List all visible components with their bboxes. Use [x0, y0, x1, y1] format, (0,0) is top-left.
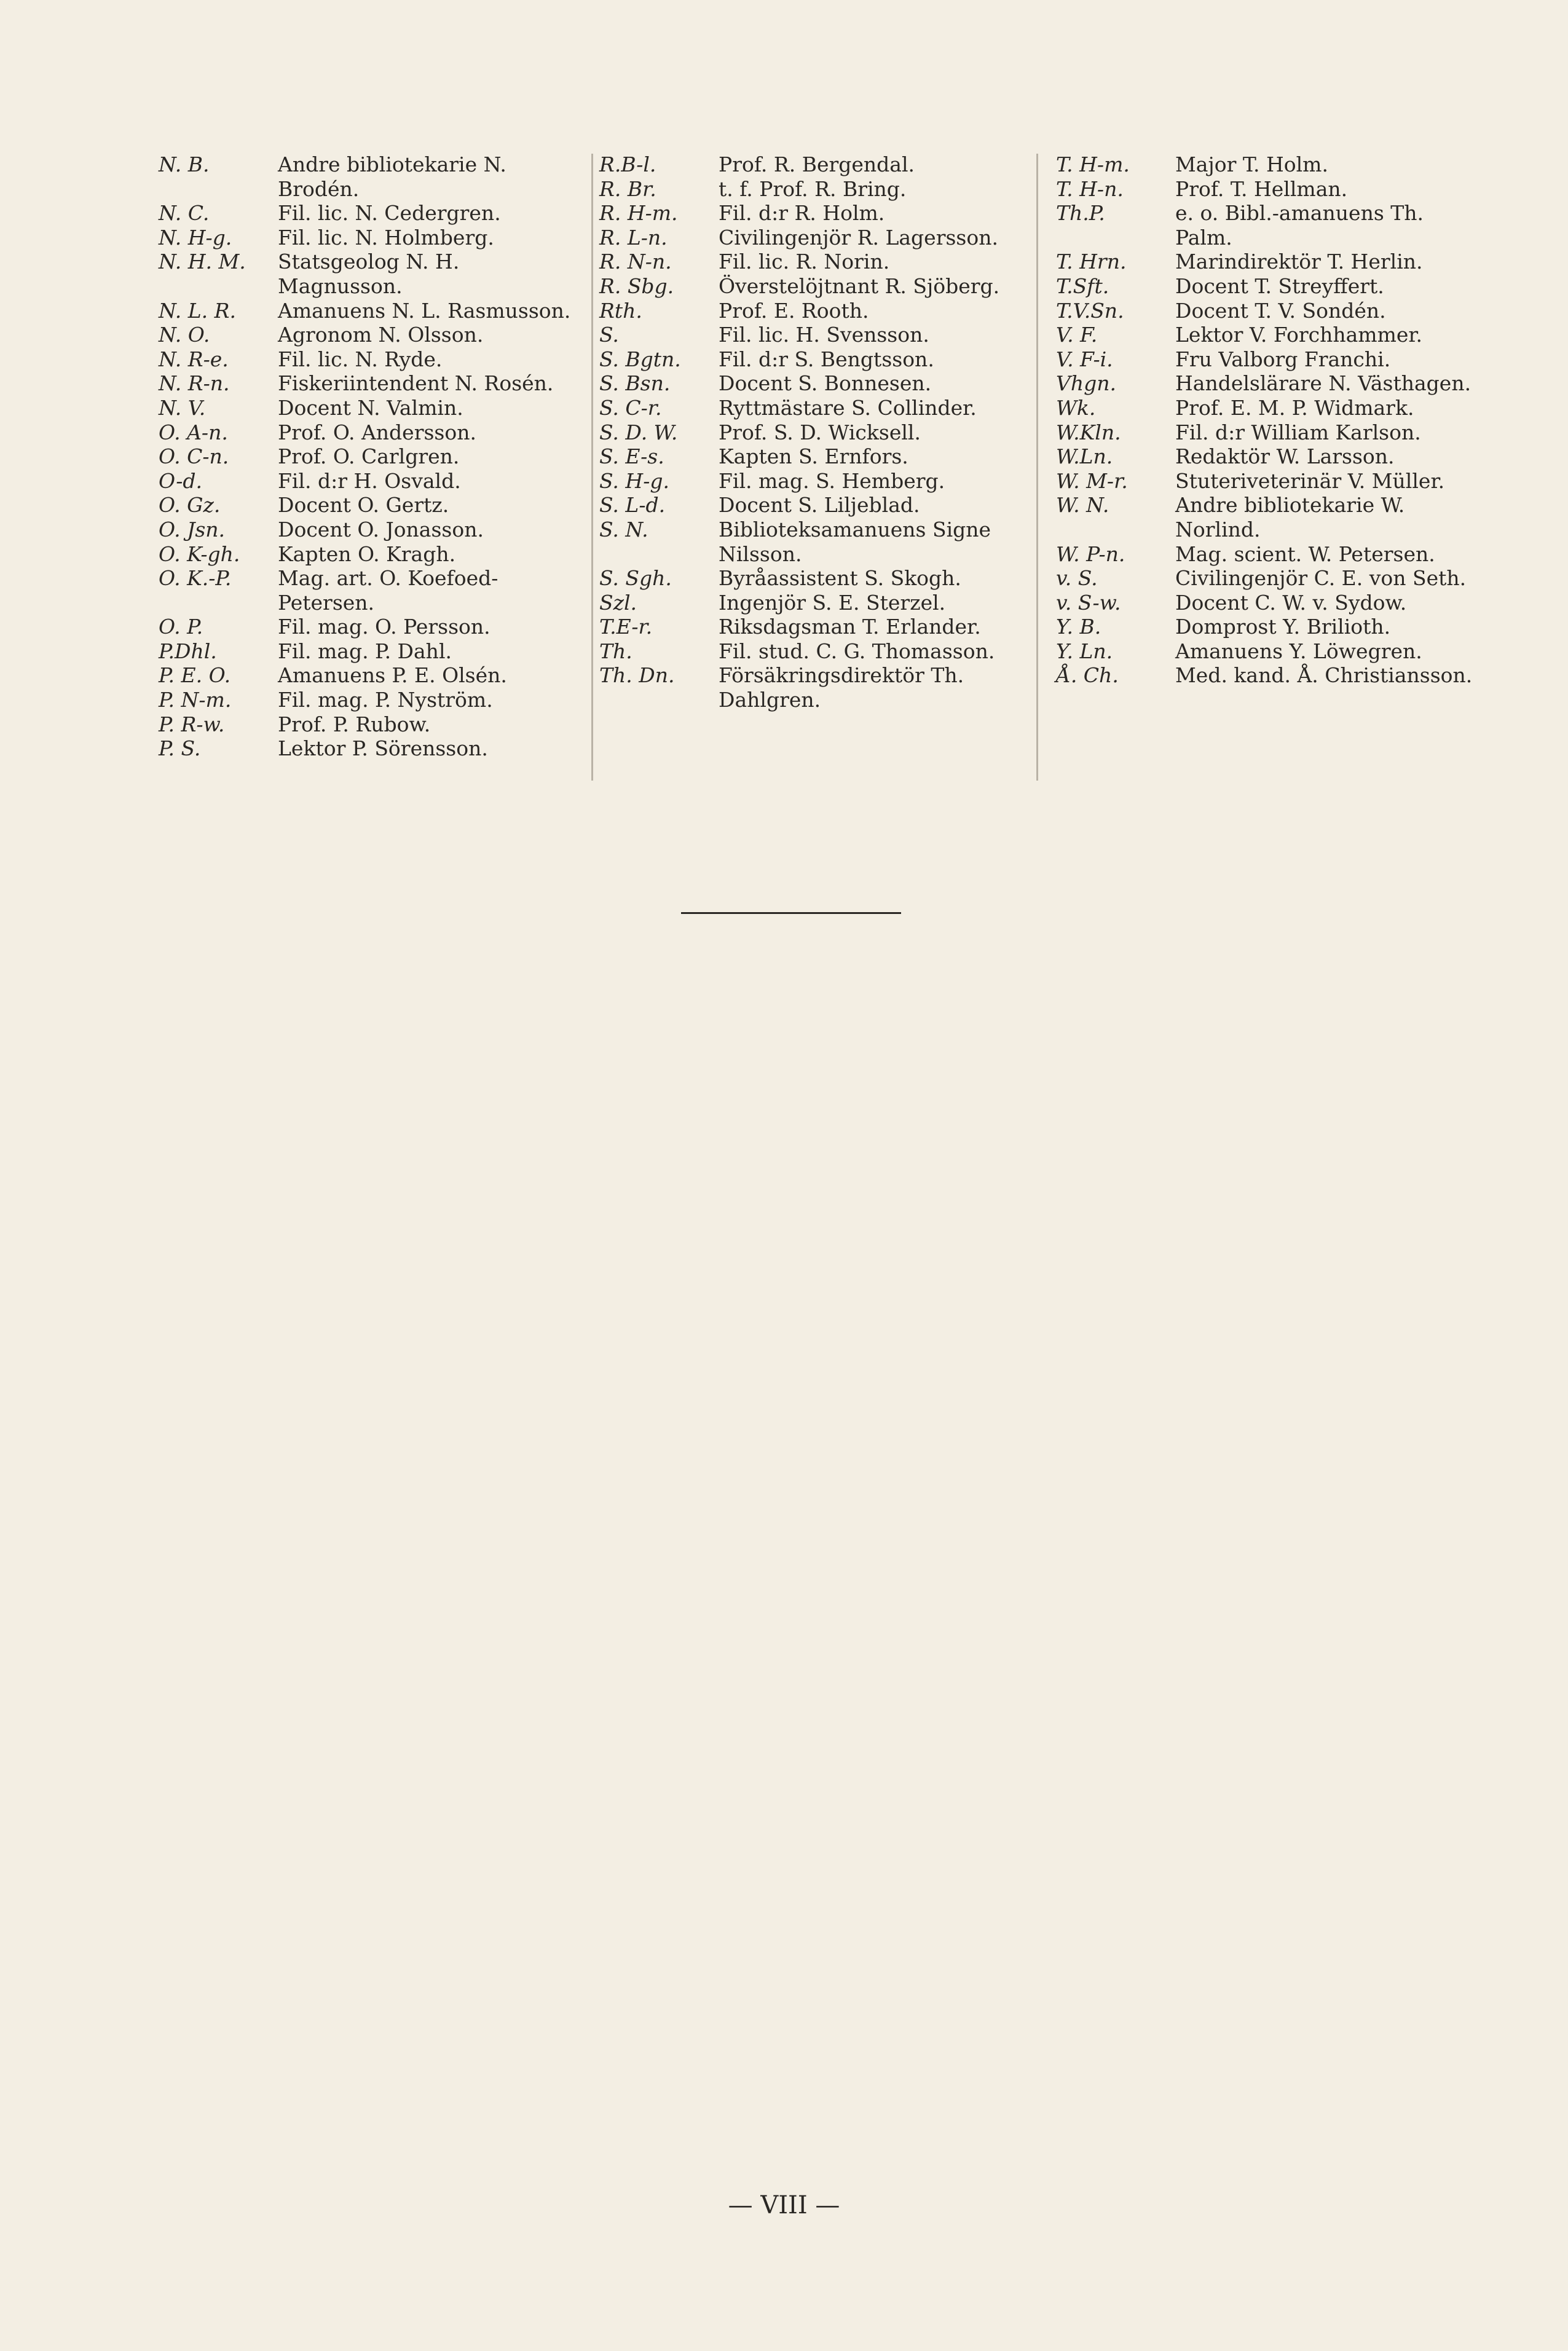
- contributor-name: Redaktör W. Larsson.: [1175, 444, 1395, 469]
- abbreviation: S. D. W.: [599, 420, 678, 444]
- abbreviation-entry: [159, 663, 572, 688]
- abbreviation-entry: [599, 323, 1030, 347]
- abbreviation: W. P-n.: [1056, 541, 1125, 566]
- abbreviation-entry: [1056, 591, 1486, 615]
- contributor-name: Lektor V. Forchhammer.: [1175, 323, 1423, 347]
- contributor-name: Försäkringsdirektör Th. Dahlgren.: [719, 663, 964, 712]
- abbreviation: O. C-n.: [159, 444, 229, 469]
- abbreviation-entry: [1056, 299, 1486, 323]
- contributor-name: Fil. d:r S. Bengtsson.: [719, 347, 934, 371]
- abbreviation: Y. Ln.: [1056, 639, 1113, 663]
- contributor-name: Byråassistent S. Skogh.: [719, 566, 961, 591]
- abbreviation-entry: [599, 371, 1030, 396]
- abbreviation: Rth.: [599, 298, 642, 323]
- abbreviation-entry: [1056, 323, 1486, 347]
- abbreviation-entry: [599, 177, 1030, 202]
- contributor-name: Ryttmästare S. Collinder.: [719, 395, 977, 420]
- abbreviation: P. N-m.: [159, 688, 232, 712]
- abbreviation: N. R-n.: [159, 371, 230, 396]
- contributor-name: Mag. scient. W. Petersen.: [1175, 541, 1435, 566]
- contributor-name: Riksdagsman T. Erlander.: [719, 615, 981, 639]
- abbreviation: R. L-n.: [599, 225, 668, 250]
- contributor-name: Andre bibliotekarie W. Norlind.: [1175, 493, 1405, 541]
- abbreviation: O. Jsn.: [159, 517, 226, 541]
- abbreviation-entry: [1056, 177, 1486, 202]
- abbreviation-entry: [599, 201, 1030, 226]
- abbreviation: S. L-d.: [599, 493, 666, 518]
- contributor-name: Överstelöjtnant R. Sjöberg.: [719, 274, 1000, 298]
- abbreviation-column-1: [159, 152, 572, 761]
- contributor-name: Statsgeolog N. H. Magnusson.: [278, 250, 460, 298]
- abbreviation-entry: [599, 420, 1030, 445]
- abbreviation: W.Ln.: [1056, 444, 1113, 469]
- abbreviation: S.: [599, 323, 619, 347]
- contributor-name: Domprost Y. Brilioth.: [1175, 615, 1391, 639]
- abbreviation-entry: [1056, 152, 1486, 177]
- contributor-name: Fil. lic. N. Cedergren.: [278, 201, 501, 226]
- abbreviation-entry: [1056, 469, 1486, 494]
- page-number: — VIII —: [728, 2191, 840, 2219]
- contributor-name: Fil. mag. P. Dahl.: [278, 639, 452, 663]
- abbreviation: T. H-m.: [1056, 152, 1130, 176]
- abbreviation-entry: [1056, 493, 1486, 541]
- contributor-name: Docent S. Liljeblad.: [719, 493, 920, 518]
- abbreviation: S. N.: [599, 517, 648, 541]
- abbreviation: O-d.: [159, 468, 203, 493]
- abbreviation: S. E-s.: [599, 444, 664, 469]
- abbreviation-entry: [159, 469, 572, 494]
- abbreviation: R. Br.: [599, 176, 656, 201]
- abbreviation-entry: [599, 639, 1030, 664]
- abbreviation-entry: [1056, 444, 1486, 469]
- abbreviation: P. E. O.: [159, 663, 231, 688]
- abbreviation: T.V.Sn.: [1056, 298, 1124, 323]
- contributor-name: Fil. mag. S. Hemberg.: [719, 468, 945, 493]
- abbreviation-entry: [159, 444, 572, 469]
- abbreviation-entry: [159, 299, 572, 323]
- contributor-name: Biblioteksamanuens Signe Nilsson.: [719, 517, 991, 566]
- abbreviation: T.E-r.: [599, 615, 653, 639]
- abbreviation-entry: [599, 226, 1030, 250]
- contributor-name: Marindirektör T. Herlin.: [1175, 250, 1423, 274]
- contributor-name: Major T. Holm.: [1175, 152, 1328, 176]
- section-separator-rule: [681, 912, 901, 914]
- abbreviation: S. H-g.: [599, 468, 669, 493]
- contributor-name: Amanuens Y. Löwegren.: [1175, 639, 1422, 663]
- abbreviation: O. K-gh.: [159, 541, 240, 566]
- abbreviation: O. P.: [159, 615, 203, 639]
- abbreviation: Szl.: [599, 590, 637, 615]
- contributor-name: Fil. d:r R. Holm.: [719, 201, 885, 226]
- contributor-name: Civilingenjör C. E. von Seth.: [1175, 566, 1467, 591]
- abbreviation: N. H-g.: [159, 225, 232, 250]
- abbreviation: V. F-i.: [1056, 347, 1113, 371]
- abbreviation: W.Kln.: [1056, 420, 1121, 444]
- abbreviation-entry: [159, 615, 572, 639]
- abbreviation: R. Sbg.: [599, 274, 674, 298]
- contributor-name: Fil. mag. O. Persson.: [278, 615, 490, 639]
- abbreviation-column-2: [599, 152, 1030, 712]
- abbreviation-entry: [159, 566, 572, 615]
- abbreviation: S. Sgh.: [599, 566, 672, 591]
- contributor-name: Docent O. Gertz.: [278, 493, 449, 518]
- abbreviation-entry: [1056, 663, 1486, 688]
- abbreviation-entry: [159, 396, 572, 420]
- abbreviation-entry: [599, 591, 1030, 615]
- contributor-name: Fil. d:r William Karlson.: [1175, 420, 1421, 444]
- abbreviation: N. R-e.: [159, 347, 229, 371]
- abbreviation-entry: [159, 493, 572, 518]
- abbreviation: P. S.: [159, 736, 201, 761]
- contributor-name: Med. kand. Å. Christiansson.: [1175, 663, 1473, 688]
- abbreviation-entry: [1056, 566, 1486, 591]
- abbreviation-entry: [1056, 250, 1486, 274]
- abbreviation-entry: [159, 201, 572, 226]
- abbreviation: Å. Ch.: [1056, 663, 1119, 688]
- contributor-name: Fil. lic. N. Holmberg.: [278, 225, 494, 250]
- abbreviation: T.Sft.: [1056, 274, 1109, 298]
- abbreviation: N. C.: [159, 201, 210, 226]
- abbreviation-entry: [159, 152, 572, 201]
- abbreviation: S. C-r.: [599, 395, 662, 420]
- contributor-name: Handelslärare N. Västhagen.: [1175, 371, 1471, 396]
- abbreviation-entry: [159, 712, 572, 737]
- abbreviation-entry: [1056, 639, 1486, 664]
- abbreviation: V. F.: [1056, 323, 1098, 347]
- abbreviation: N. L. R.: [159, 298, 236, 323]
- abbreviation: Th.P.: [1056, 201, 1105, 226]
- abbreviation: T. Hrn.: [1056, 250, 1127, 274]
- abbreviation: T. H-n.: [1056, 176, 1124, 201]
- abbreviation: R. N-n.: [599, 250, 672, 274]
- abbreviation: N. H. M.: [159, 250, 246, 274]
- abbreviation-entry: [599, 347, 1030, 372]
- contributor-name: Kapten S. Ernfors.: [719, 444, 908, 469]
- contributor-name: Andre bibliotekarie N. Brodén.: [278, 152, 506, 201]
- abbreviation-entry: [1056, 201, 1486, 250]
- contributor-name: Civilingenjör R. Lagersson.: [719, 225, 998, 250]
- contributor-name: Fil. stud. C. G. Thomasson.: [719, 639, 995, 663]
- abbreviation-entry: [599, 250, 1030, 274]
- abbreviation: Th. Dn.: [599, 663, 675, 688]
- abbreviation: S. Bgtn.: [599, 347, 681, 371]
- abbreviation-entry: [599, 152, 1030, 177]
- abbreviation-entry: [1056, 347, 1486, 372]
- contributor-name: Kapten O. Kragh.: [278, 541, 456, 566]
- contributor-name: Docent S. Bonnesen.: [719, 371, 932, 396]
- abbreviation-entry: [1056, 542, 1486, 567]
- abbreviation: O. A-n.: [159, 420, 228, 444]
- abbreviation-entry: [1056, 371, 1486, 396]
- abbreviation: W. M-r.: [1056, 468, 1128, 493]
- abbreviation-entry: [599, 615, 1030, 639]
- abbreviation-entry: [159, 226, 572, 250]
- abbreviation-entry: [159, 323, 572, 347]
- contributor-name: Docent C. W. v. Sydow.: [1175, 590, 1407, 615]
- abbreviation-entry: [159, 639, 572, 664]
- abbreviation: N. O.: [159, 323, 210, 347]
- contributor-name: Prof. O. Carlgren.: [278, 444, 460, 469]
- abbreviation: O. K.-P.: [159, 566, 232, 591]
- abbreviation: W. N.: [1056, 493, 1109, 518]
- abbreviation: P.Dhl.: [159, 639, 217, 663]
- contributor-name: Agronom N. Olsson.: [278, 323, 484, 347]
- abbreviation-entry: [1056, 274, 1486, 299]
- abbreviation-entry: [1056, 420, 1486, 445]
- column-divider: [591, 154, 593, 781]
- abbreviation-entry: [159, 420, 572, 445]
- abbreviation-column-3: [1056, 152, 1486, 688]
- contributor-name: Fil. mag. P. Nyström.: [278, 688, 493, 712]
- contributor-name: Prof. O. Andersson.: [278, 420, 476, 444]
- abbreviation-entry: [599, 299, 1030, 323]
- contributor-name: Amanuens P. E. Olsén.: [278, 663, 507, 688]
- contributor-name: t. f. Prof. R. Bring.: [719, 176, 907, 201]
- abbreviation-entry: [159, 518, 572, 542]
- abbreviation: v. S.: [1056, 566, 1098, 591]
- abbreviation: Vhgn.: [1056, 371, 1116, 396]
- abbreviation: P. R-w.: [159, 712, 225, 736]
- contributor-name: Fil. lic. N. Ryde.: [278, 347, 443, 371]
- abbreviation: v. S-w.: [1056, 590, 1121, 615]
- contributor-name: Fru Valborg Franchi.: [1175, 347, 1391, 371]
- abbreviation: N. B.: [159, 152, 210, 176]
- contributor-name: Prof. R. Bergendal.: [719, 152, 915, 176]
- contributor-name: Amanuens N. L. Rasmusson.: [278, 298, 571, 323]
- abbreviation-entry: [599, 469, 1030, 494]
- contributor-name: Docent N. Valmin.: [278, 395, 463, 420]
- abbreviation-entry: [599, 444, 1030, 469]
- abbreviation-entry: [599, 396, 1030, 420]
- abbreviation: O. Gz.: [159, 493, 221, 518]
- contributor-name: e. o. Bibl.-amanuens Th. Palm.: [1175, 201, 1424, 250]
- abbreviation-entry: [599, 663, 1030, 712]
- contributor-name: Fil. d:r H. Osvald.: [278, 468, 461, 493]
- contributor-name: Mag. art. O. Koefoed-Petersen.: [278, 566, 498, 615]
- contributor-name: Docent T. Streyffert.: [1175, 274, 1384, 298]
- contributor-name: Prof. E. Rooth.: [719, 298, 869, 323]
- abbreviation-entry: [159, 542, 572, 567]
- abbreviation-entry: [159, 688, 572, 712]
- contributor-name: Prof. T. Hellman.: [1175, 176, 1348, 201]
- contributor-name: Prof. P. Rubow.: [278, 712, 431, 736]
- abbreviation: R.B-l.: [599, 152, 656, 176]
- abbreviation-entry: [159, 250, 572, 298]
- contributor-name: Fiskeriintendent N. Rosén.: [278, 371, 554, 396]
- abbreviation: Wk.: [1056, 395, 1096, 420]
- abbreviation: N. V.: [159, 395, 206, 420]
- column-divider: [1036, 154, 1038, 781]
- abbreviation-entry: [1056, 396, 1486, 420]
- abbreviation: S. Bsn.: [599, 371, 671, 396]
- abbreviation-entry: [1056, 615, 1486, 639]
- contributor-name: Ingenjör S. E. Sterzel.: [719, 590, 946, 615]
- abbreviation: Y. B.: [1056, 615, 1101, 639]
- contributor-name: Prof. S. D. Wicksell.: [719, 420, 921, 444]
- abbreviation-entry: [599, 493, 1030, 518]
- abbreviation: Th.: [599, 639, 632, 663]
- contributor-name: Stuteriveterinär V. Müller.: [1175, 468, 1445, 493]
- contributor-name: Lektor P. Sörensson.: [278, 736, 488, 761]
- abbreviation-entry: [599, 518, 1030, 566]
- contributor-name: Fil. lic. H. Svensson.: [719, 323, 929, 347]
- contributor-name: Docent T. V. Sondén.: [1175, 298, 1386, 323]
- contributor-name: Docent O. Jonasson.: [278, 517, 484, 541]
- abbreviation-entry: [599, 274, 1030, 299]
- contributor-name: Prof. E. M. P. Widmark.: [1175, 395, 1414, 420]
- abbreviation: R. H-m.: [599, 201, 678, 226]
- abbreviation-entry: [599, 566, 1030, 591]
- contributor-name: Fil. lic. R. Norin.: [719, 250, 890, 274]
- abbreviation-entry: [159, 736, 572, 761]
- abbreviation-entry: [159, 347, 572, 372]
- abbreviation-entry: [159, 371, 572, 396]
